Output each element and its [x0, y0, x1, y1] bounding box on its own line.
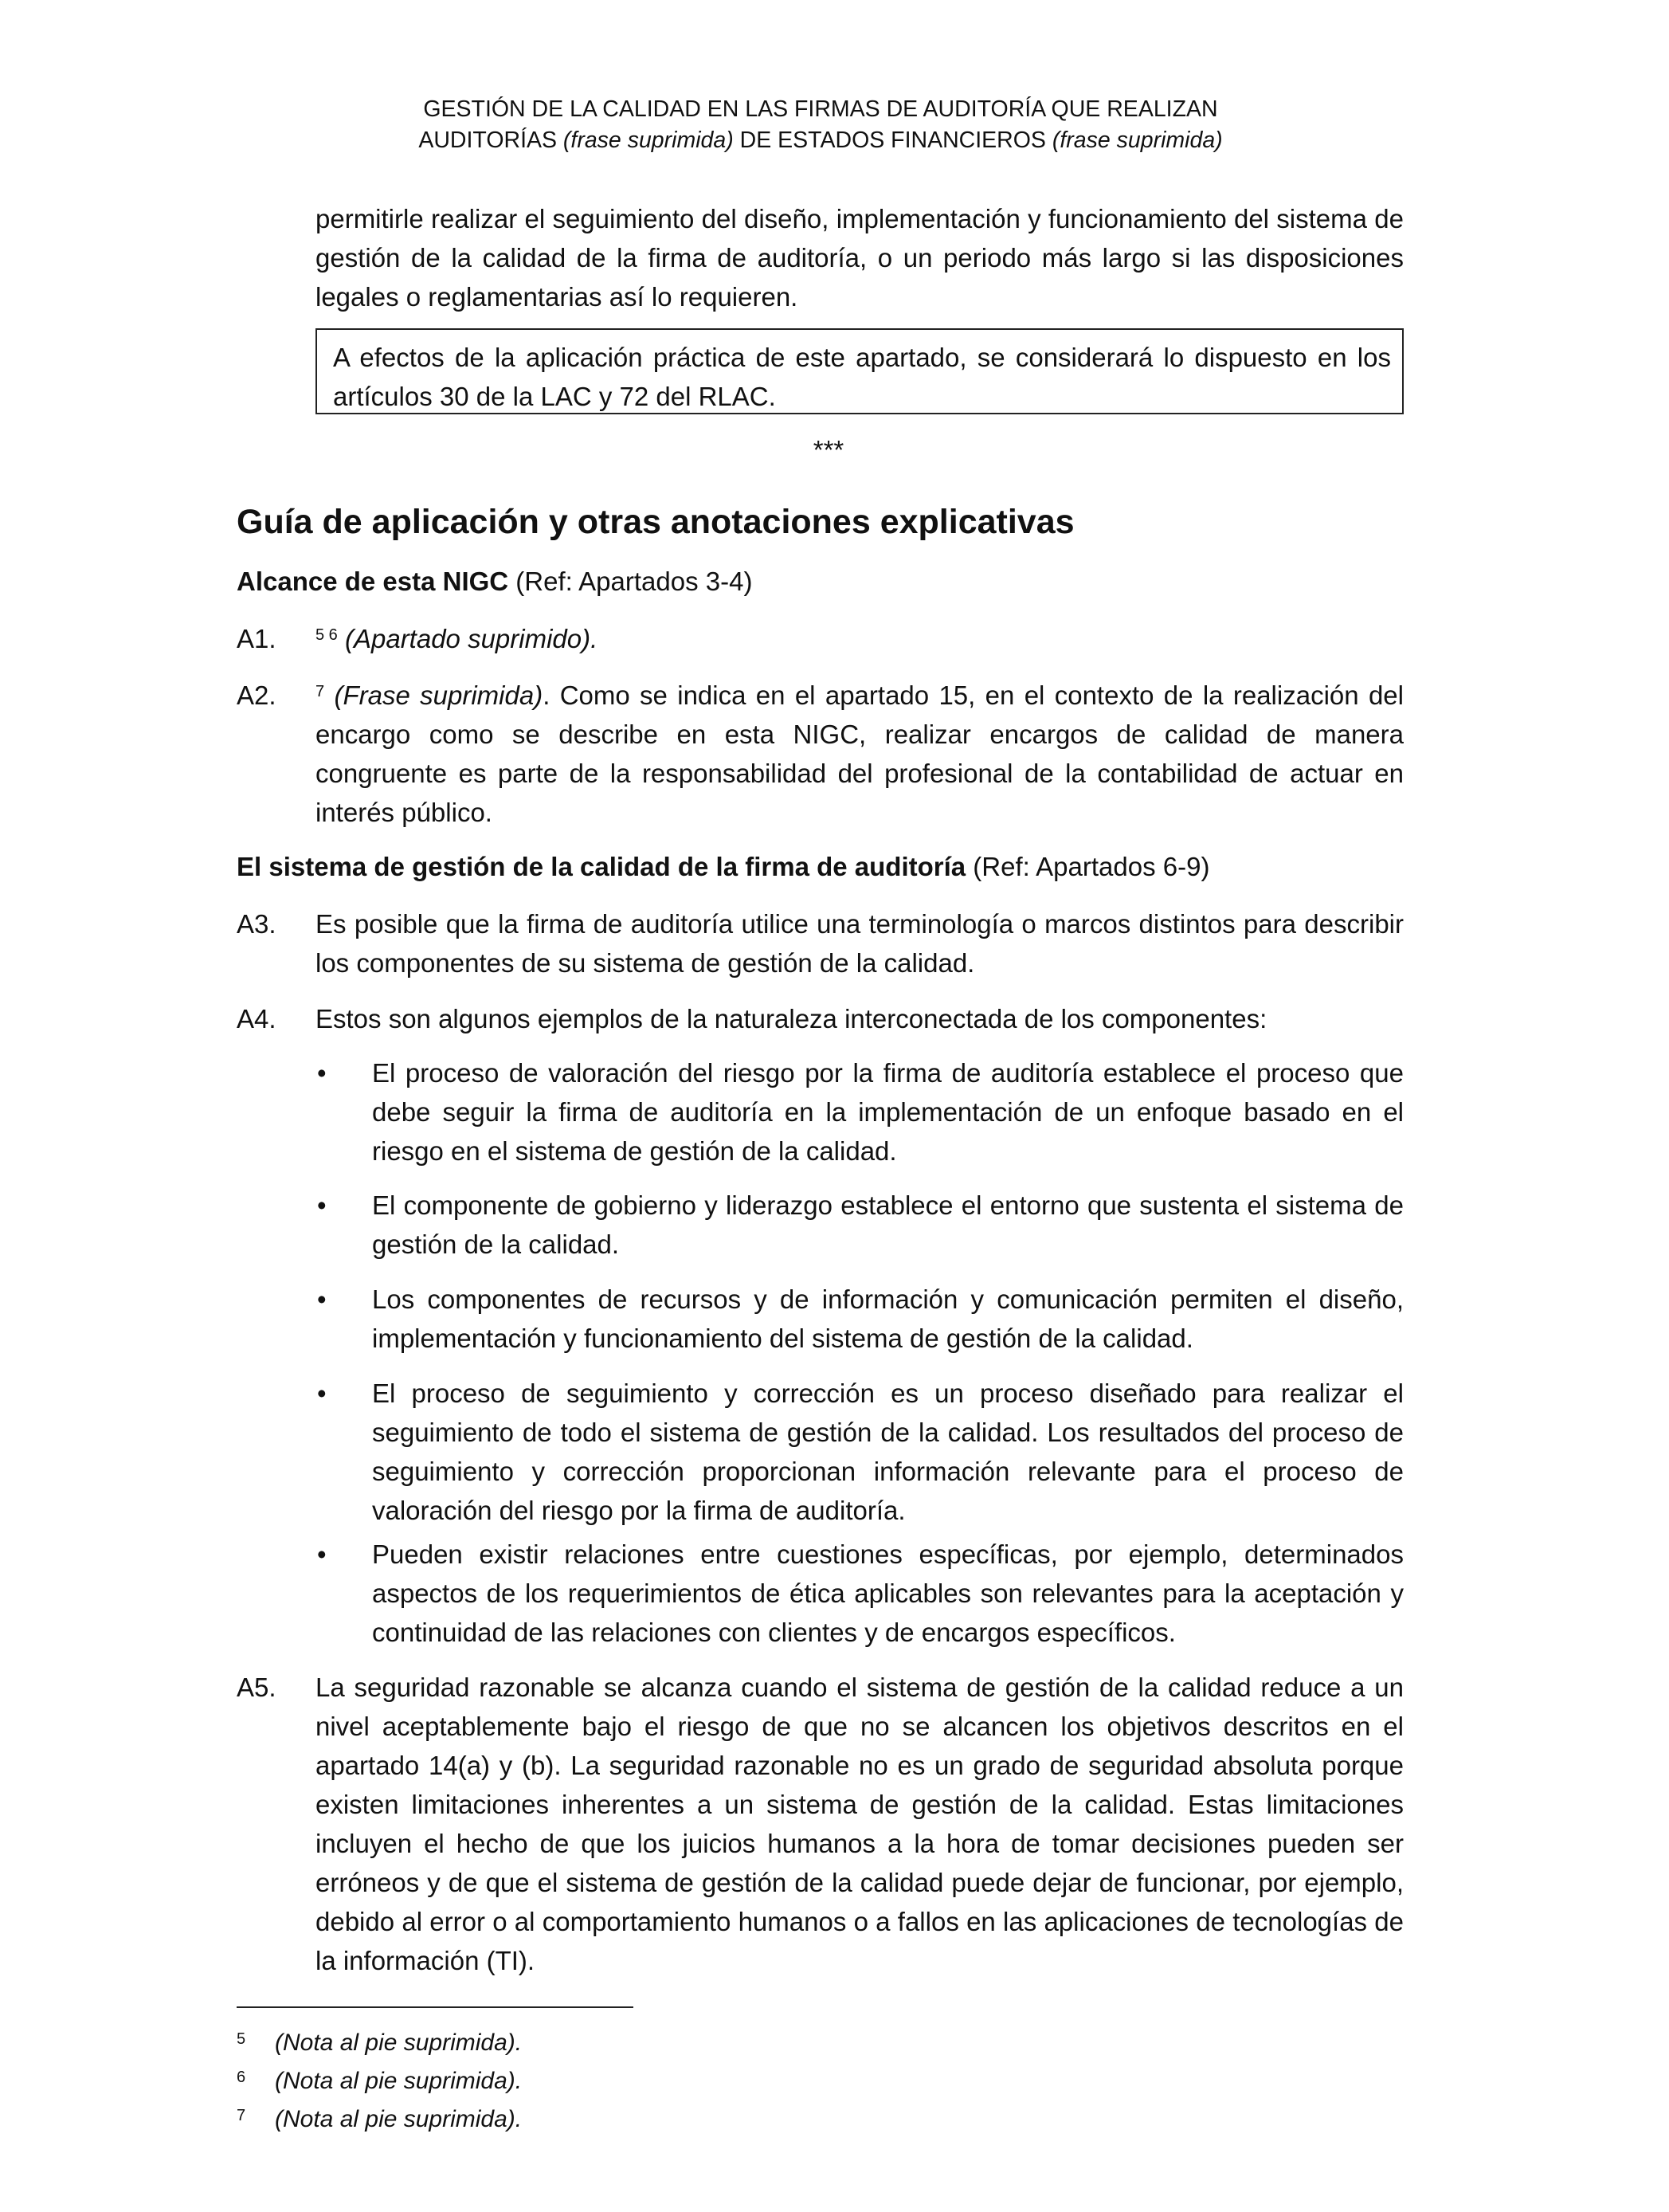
subsection-heading-scope	[237, 562, 752, 601]
footnote-mark: 7	[237, 2107, 246, 2124]
paragraph-a4: Estos son algunos ejemplos de la naturaleza interconectada de los componentes:	[315, 1004, 1267, 1033]
list-item: Pueden existir relaciones entre cuestiones específicas, por ejemplo, determinados aspectos de los requerimientos de ética aplicables son relevantes para la aceptación y continuidad de las relaciones con clientes y de encargos específicos.	[372, 1539, 1404, 1647]
paragraph-a1-text: (Apartado suprimido).	[344, 624, 598, 653]
header-line-1: GESTIÓN DE LA CALIDAD EN LAS FIRMAS DE AUDITORÍA QUE REALIZAN	[423, 96, 1218, 122]
list-item: El proceso de seguimiento y corrección es un proceso diseñado para realizar el seguimiento de todo el sistema de gestión de la calidad. Los resultados del proceso de seguimiento y corrección proporcionan información relevante para el proceso de valoración del riesgo por la firma de auditoría.	[372, 1379, 1404, 1525]
section-title: Guía de aplicación y otras anotaciones explicativas	[237, 503, 1075, 541]
subsection-heading-system	[237, 847, 1209, 886]
bullet-marker: •	[317, 1539, 327, 1569]
subsection-heading-ref: (Ref: Apartados 3-4)	[508, 567, 753, 596]
paragraph-number-a2: A2.	[237, 680, 276, 710]
bullet-marker: •	[317, 1058, 327, 1088]
header-italic: (frase suprimida)	[562, 127, 734, 153]
footnote-mark: 5	[237, 2030, 246, 2048]
paragraph-a2-italic: (Frase suprimida)	[334, 680, 543, 710]
paragraph-number-a4: A4.	[237, 1004, 276, 1033]
header-italic: (frase suprimida)	[1052, 127, 1223, 153]
header-text: DE ESTADOS FINANCIEROS	[733, 127, 1052, 153]
bullet-marker: •	[317, 1190, 327, 1220]
paragraph-a1	[315, 619, 1404, 658]
subsection-heading-bold: Alcance de esta NIGC	[237, 567, 509, 596]
running-header	[235, 94, 1406, 156]
bullet-marker: •	[317, 1284, 327, 1314]
footnote-ref: 5 6	[315, 626, 338, 644]
footnote-text: (Nota al pie suprimida).	[275, 2030, 523, 2056]
footnote-ref: 7	[315, 683, 325, 700]
footnote-separator	[237, 2006, 633, 2008]
intro-paragraph: permitirle realizar el seguimiento del diseño, implementación y funcionamiento del sistema de gestión de la calidad de la firma de auditoría, o un periodo más largo si las disposiciones legales o reglamentarias así lo requieren.	[315, 204, 1404, 312]
list-item: Los componentes de recursos y de información y comunicación permiten el diseño, implementación y funcionamiento del sistema de gestión de la calidad.	[372, 1284, 1404, 1353]
header-text: AUDITORÍAS	[418, 127, 563, 153]
subsection-heading-ref: (Ref: Apartados 6-9)	[966, 852, 1210, 881]
paragraph-number-a5: A5.	[237, 1673, 276, 1702]
application-note-box: A efectos de la aplicación práctica de este apartado, se considerará lo dispuesto en los artículos 30 de la LAC y 72 del RLAC.	[315, 328, 1404, 414]
header-line-2	[235, 125, 1406, 156]
footnote-mark: 6	[237, 2069, 246, 2086]
paragraph-a5: La seguridad razonable se alcanza cuando el sistema de gestión de la calidad reduce a un nivel aceptablemente bajo el riesgo de que no se alcancen los objetivos descritos en el apartado 14(a) y (b). La seguridad razonable no es un grado de seguridad absoluta porque existen limitaciones inherentes a un sistema de gestión de la calidad. Estas limitaciones incluyen el hecho de que los juicios humanos a la hora de tomar decisiones pueden ser erróneos y de que el sistema de gestión de la calidad puede dejar de funcionar, por ejemplo, debido al error o al comportamiento humanos o a fallos en las aplicaciones de tecnologías de la información (TI).	[315, 1673, 1404, 1975]
subsection-heading-bold: El sistema de gestión de la calidad de la firma de auditoría	[237, 852, 966, 881]
list-item: El componente de gobierno y liderazgo establece el entorno que sustenta el sistema de gestión de la calidad.	[372, 1190, 1404, 1259]
section-separator: ***	[813, 435, 844, 465]
list-item: El proceso de valoración del riesgo por la firma de auditoría establece el proceso que debe seguir la firma de auditoría en la implementación de un enfoque basado en el riesgo en el sistema de gestión de la calidad.	[372, 1058, 1404, 1166]
footnote-text: (Nota al pie suprimida).	[275, 2106, 523, 2132]
paragraph-a3: Es posible que la firma de auditoría utilice una terminología o marcos distintos para describir los componentes de su sistema de gestión de la calidad.	[315, 909, 1404, 978]
paragraph-a2	[315, 676, 1404, 832]
bullet-marker: •	[317, 1379, 327, 1408]
footnote-text: (Nota al pie suprimida).	[275, 2068, 523, 2094]
paragraph-number-a1: A1.	[237, 624, 276, 653]
paragraph-a2-text: . Como se indica en el apartado 15, en el contexto de la realización del encargo como se describe en esta NIGC, realizar encargos de calidad de manera congruente es parte de la responsabilidad del profesional de la contabilidad de actuar en interés público.	[315, 680, 1404, 827]
paragraph-number-a3: A3.	[237, 909, 276, 939]
